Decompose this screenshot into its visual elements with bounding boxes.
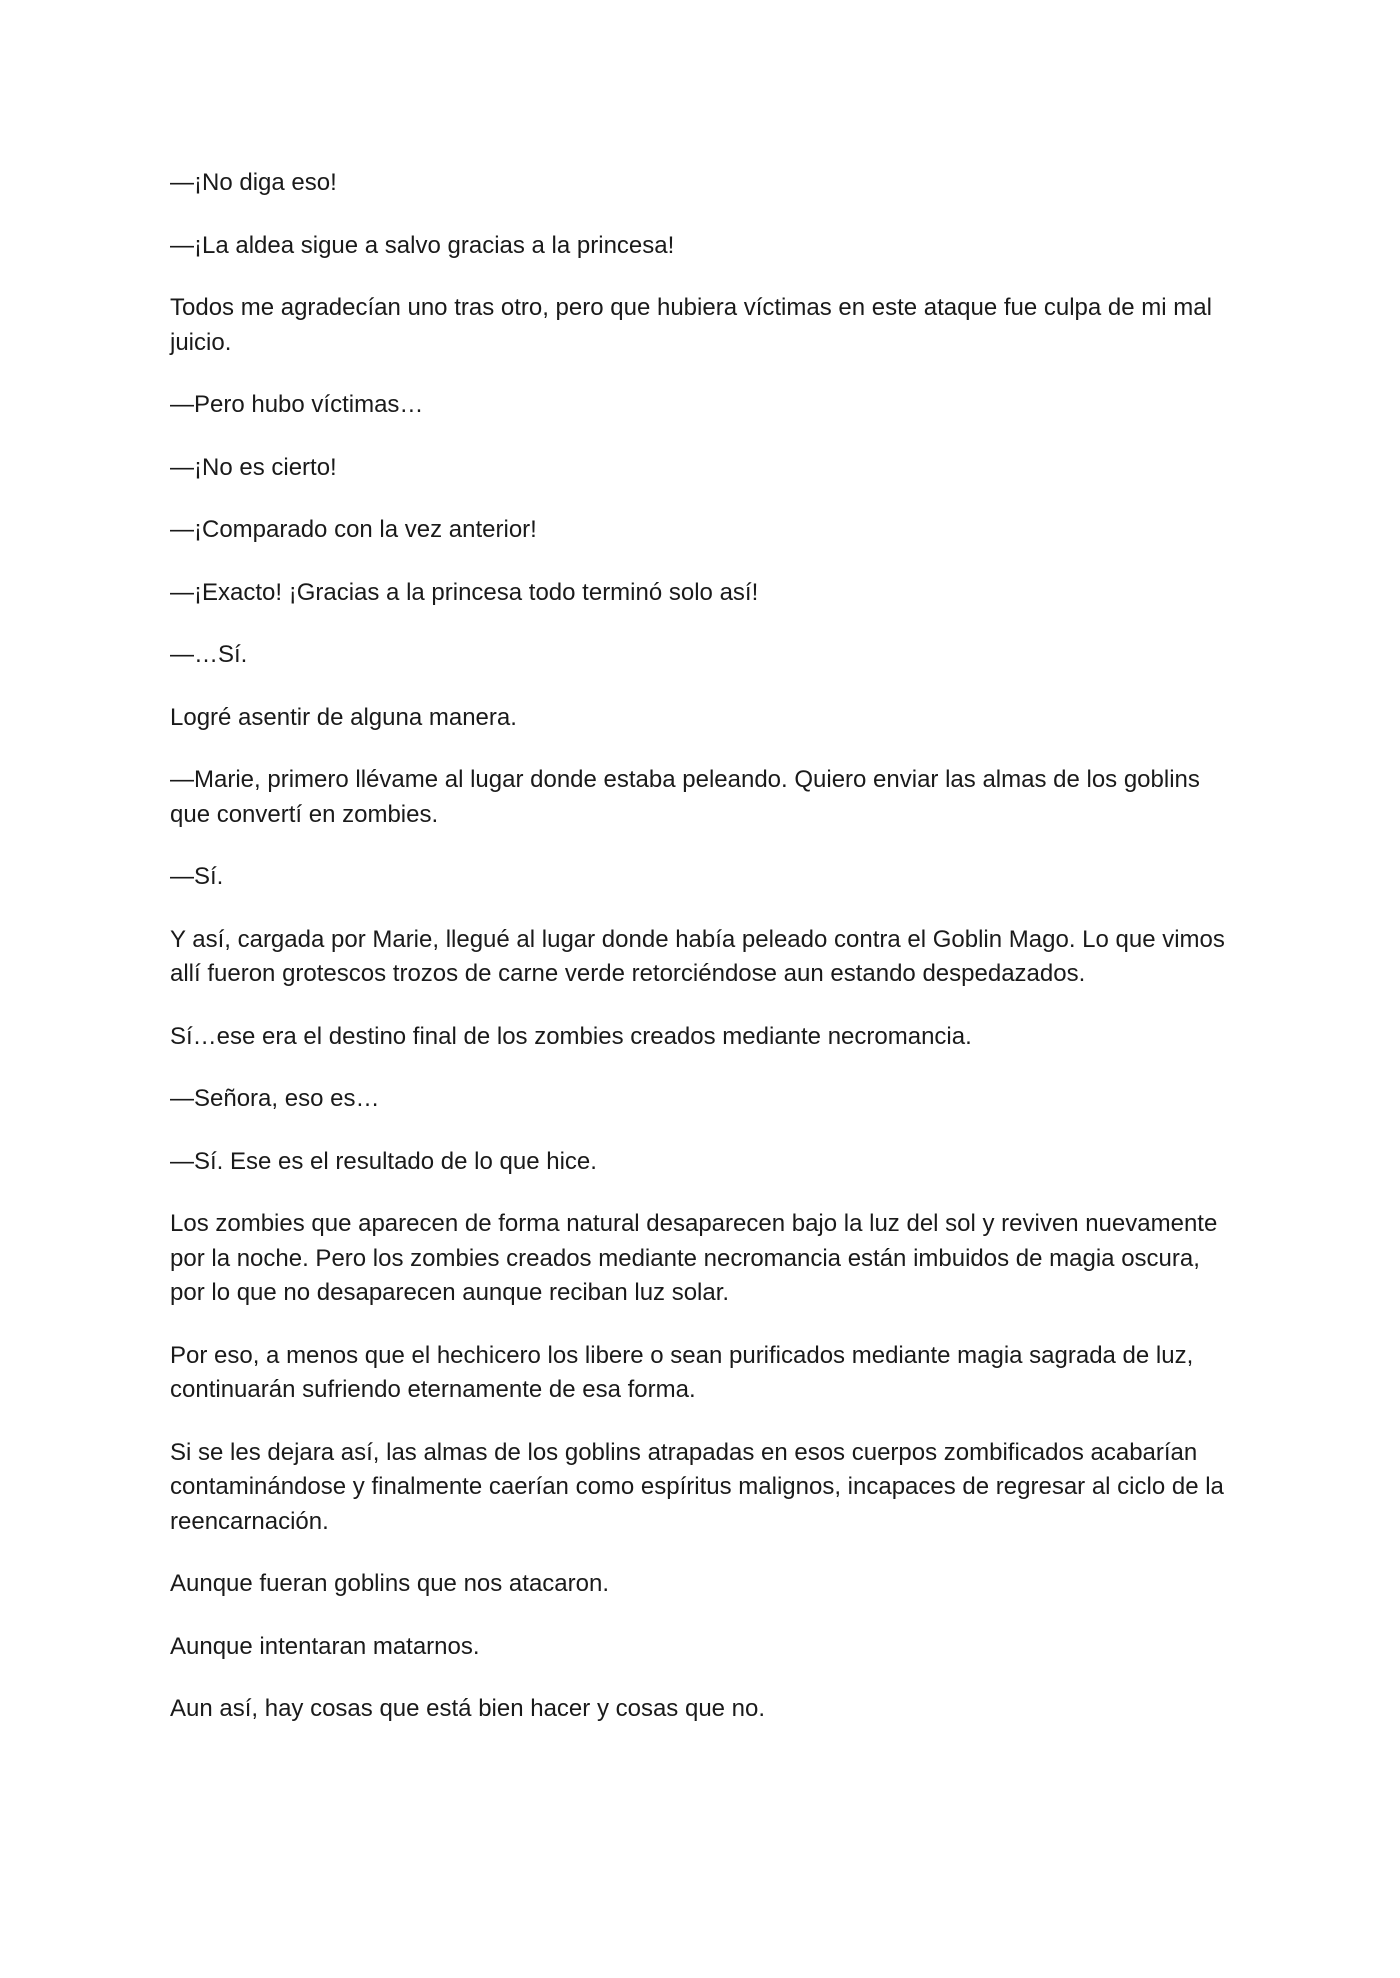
paragraph-5: —¡No es cierto! <box>170 453 337 481</box>
paragraph-19: Aunque fueran goblins que nos atacaron. <box>170 1570 609 1597</box>
paragraph-2: —¡La aldea sigue a salvo gracias a la princesa! <box>170 231 675 259</box>
document-body <box>170 166 1240 1755</box>
paragraph-14: —Señora, eso es… <box>170 1085 380 1112</box>
paragraph-4: —Pero hubo víctimas… <box>170 391 424 418</box>
paragraph-13: Sí…ese era el destino final de los zombies creados mediante necromancia. <box>170 1022 972 1050</box>
paragraph-7: —¡Exacto! ¡Gracias a la princesa todo terminó solo así! <box>170 578 759 606</box>
paragraph-8: —…Sí. <box>170 641 248 668</box>
paragraph-11: —Sí. <box>170 863 224 890</box>
paragraph-18: Si se les dejara así, las almas de los goblins atrapadas en esos cuerpos zombificados acabarían contaminándose y finalmente caerían como espíritus malignos, incapaces de regresar al ciclo de la reencarnación. <box>170 1438 1224 1535</box>
paragraph-20: Aunque intentaran matarnos. <box>170 1632 480 1660</box>
paragraph-17: Por eso, a menos que el hechicero los libere o sean purificados mediante magia sagrada de luz, continuarán sufriendo eternamente de esa forma. <box>170 1341 1194 1403</box>
paragraph-10: —Marie, primero llévame al lugar donde estaba peleando. Quiero enviar las almas de los goblins que convertí en zombies. <box>170 766 1200 828</box>
paragraph-1: —¡No diga eso! <box>170 169 337 196</box>
paragraph-6: —¡Comparado con la vez anterior! <box>170 516 537 543</box>
paragraph-16: Los zombies que aparecen de forma natural desaparecen bajo la luz del sol y reviven nuevamente por la noche. Pero los zombies creados mediante necromancia están imbuidos de magia oscura, por lo que no desaparecen aunque reciban luz solar. <box>170 1210 1218 1306</box>
paragraph-9: Logré asentir de alguna manera. <box>170 703 517 731</box>
paragraph-15: —Sí. Ese es el resultado de lo que hice. <box>170 1147 597 1175</box>
paragraph-21: Aun así, hay cosas que está bien hacer y cosas que no. <box>170 1695 766 1722</box>
paragraph-12: Y así, cargada por Marie, llegué al lugar donde había peleado contra el Goblin Mago. Lo que vimos allí fueron grotescos trozos de carne verde retorciéndose aun estando despedazados. <box>170 925 1225 987</box>
paragraph-3: Todos me agradecían uno tras otro, pero que hubiera víctimas en este ataque fue culpa de mi mal juicio. <box>170 294 1212 356</box>
